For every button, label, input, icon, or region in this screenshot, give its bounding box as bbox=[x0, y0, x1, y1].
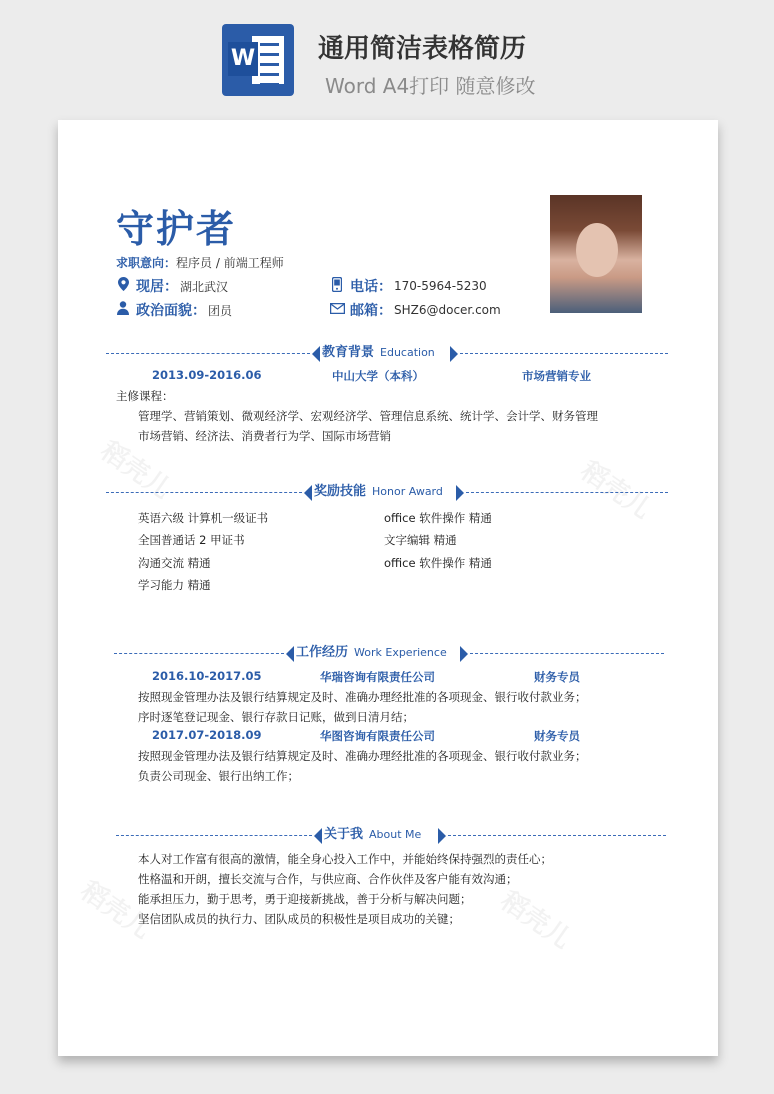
job-duty: 负责公司现金、银行出纳工作； bbox=[138, 769, 299, 783]
email-key: 邮箱： bbox=[350, 303, 392, 319]
section-awards-header bbox=[106, 483, 668, 503]
arrow-right-icon bbox=[456, 485, 464, 501]
candidate-name: 守护者 bbox=[116, 207, 237, 251]
edu-major: 市场营销专业 bbox=[522, 369, 591, 383]
job-intent bbox=[116, 254, 284, 271]
divider-line bbox=[460, 353, 668, 354]
phone-value: 170-5964-5230 bbox=[394, 279, 487, 293]
arrow-left-icon bbox=[286, 646, 294, 662]
divider-line bbox=[466, 492, 668, 493]
divider-line bbox=[106, 353, 310, 354]
arrow-right-icon bbox=[438, 828, 446, 844]
job-role: 财务专员 bbox=[534, 729, 580, 743]
section-title: 奖励技能 Honor Award bbox=[314, 484, 443, 499]
watermark: 稻壳儿 bbox=[495, 885, 577, 956]
section-title: 工作经历 Work Experience bbox=[296, 645, 447, 660]
award-item: 文字编辑 精通 bbox=[384, 533, 457, 547]
divider-line bbox=[116, 835, 312, 836]
banner-subtitle: Word A4打印 随意修改 bbox=[325, 74, 536, 98]
politics-value: 团员 bbox=[208, 303, 233, 318]
courses-line: 市场营销、经济法、消费者行为学、国际市场营销 bbox=[138, 429, 391, 443]
courses-line: 管理学、营销策划、微观经济学、宏观经济学、管理信息系统、统计学、会计学、财务管理 bbox=[138, 409, 598, 423]
banner-title: 通用简洁表格简历 bbox=[318, 34, 527, 64]
arrow-right-icon bbox=[460, 646, 468, 662]
job-intent-label: 求职意向： bbox=[116, 256, 177, 270]
watermark: 稻壳儿 bbox=[75, 875, 157, 946]
word-logo bbox=[222, 24, 294, 96]
phone-icon bbox=[330, 277, 344, 296]
about-line: 能承担压力，勤于思考，勇于迎接新挑战，善于分析与解决问题； bbox=[138, 892, 472, 906]
divider-line bbox=[470, 653, 664, 654]
section-about-header bbox=[116, 826, 666, 846]
watermark: 稻壳儿 bbox=[95, 435, 177, 506]
email-row bbox=[330, 300, 501, 320]
person-icon bbox=[116, 301, 130, 319]
phone-key: 电话： bbox=[350, 279, 392, 295]
location-value: 湖北武汉 bbox=[180, 279, 229, 294]
job-company: 华瑞咨询有限责任公司 bbox=[320, 670, 435, 684]
job-company: 华图咨询有限责任公司 bbox=[320, 729, 435, 743]
award-item: office 软件操作 精通 bbox=[384, 511, 492, 525]
divider-line bbox=[114, 653, 284, 654]
divider-line bbox=[448, 835, 666, 836]
watermark: 稻壳儿 bbox=[575, 455, 657, 526]
job-duty: 按照现金管理办法及银行结算规定及时、准确办理经批准的各项现金、银行收付款业务； bbox=[138, 749, 587, 763]
section-work-header bbox=[114, 644, 664, 664]
section-title: 教育背景 Education bbox=[322, 345, 435, 360]
job-role: 财务专员 bbox=[534, 670, 580, 684]
location-key: 现居： bbox=[136, 279, 178, 295]
job-period: 2016.10-2017.05 bbox=[152, 669, 262, 683]
section-title: 关于我 About Me bbox=[324, 827, 422, 842]
arrow-left-icon bbox=[304, 485, 312, 501]
profile-photo bbox=[550, 195, 642, 313]
award-item: 沟通交流 精通 bbox=[138, 556, 211, 570]
envelope-icon bbox=[330, 303, 344, 318]
award-item: 英语六级 计算机一级证书 bbox=[138, 511, 269, 525]
job-period: 2017.07-2018.09 bbox=[152, 728, 262, 742]
photo-face bbox=[576, 223, 618, 277]
award-item: 全国普通话 2 甲证书 bbox=[138, 533, 245, 547]
location-row bbox=[116, 276, 228, 296]
divider-line bbox=[106, 492, 302, 493]
arrow-left-icon bbox=[312, 346, 320, 362]
phone-row bbox=[330, 276, 487, 296]
email-value: SHZ6@docer.com bbox=[394, 303, 501, 317]
about-line: 性格温和开朗，擅长交流与合作，与供应商、合作伙伴及客户能有效沟通； bbox=[138, 872, 518, 886]
edu-period: 2013.09-2016.06 bbox=[152, 368, 262, 382]
politics-key: 政治面貌： bbox=[136, 303, 206, 319]
job-duty: 序时逐笔登记现金、银行存款日记账，做到日清月结； bbox=[138, 710, 414, 724]
arrow-left-icon bbox=[314, 828, 322, 844]
resume-page bbox=[58, 120, 718, 1056]
about-line: 本人对工作富有很高的激情，能全身心投入工作中，并能始终保持强烈的责任心； bbox=[138, 852, 552, 866]
politics-row bbox=[116, 300, 232, 320]
map-pin-icon bbox=[116, 277, 130, 295]
award-item: office 软件操作 精通 bbox=[384, 556, 492, 570]
edu-school: 中山大学（本科） bbox=[332, 369, 424, 383]
job-intent-value: 程序员 / 前端工程师 bbox=[176, 256, 284, 270]
word-letter: W bbox=[228, 42, 258, 76]
award-item: 学习能力 精通 bbox=[138, 578, 211, 592]
section-education-header bbox=[106, 344, 668, 364]
arrow-right-icon bbox=[450, 346, 458, 362]
about-line: 坚信团队成员的执行力、团队成员的积极性是项目成功的关键； bbox=[138, 912, 460, 926]
courses-label: 主修课程： bbox=[116, 389, 174, 403]
job-duty: 按照现金管理办法及银行结算规定及时、准确办理经批准的各项现金、银行收付款业务； bbox=[138, 690, 587, 704]
